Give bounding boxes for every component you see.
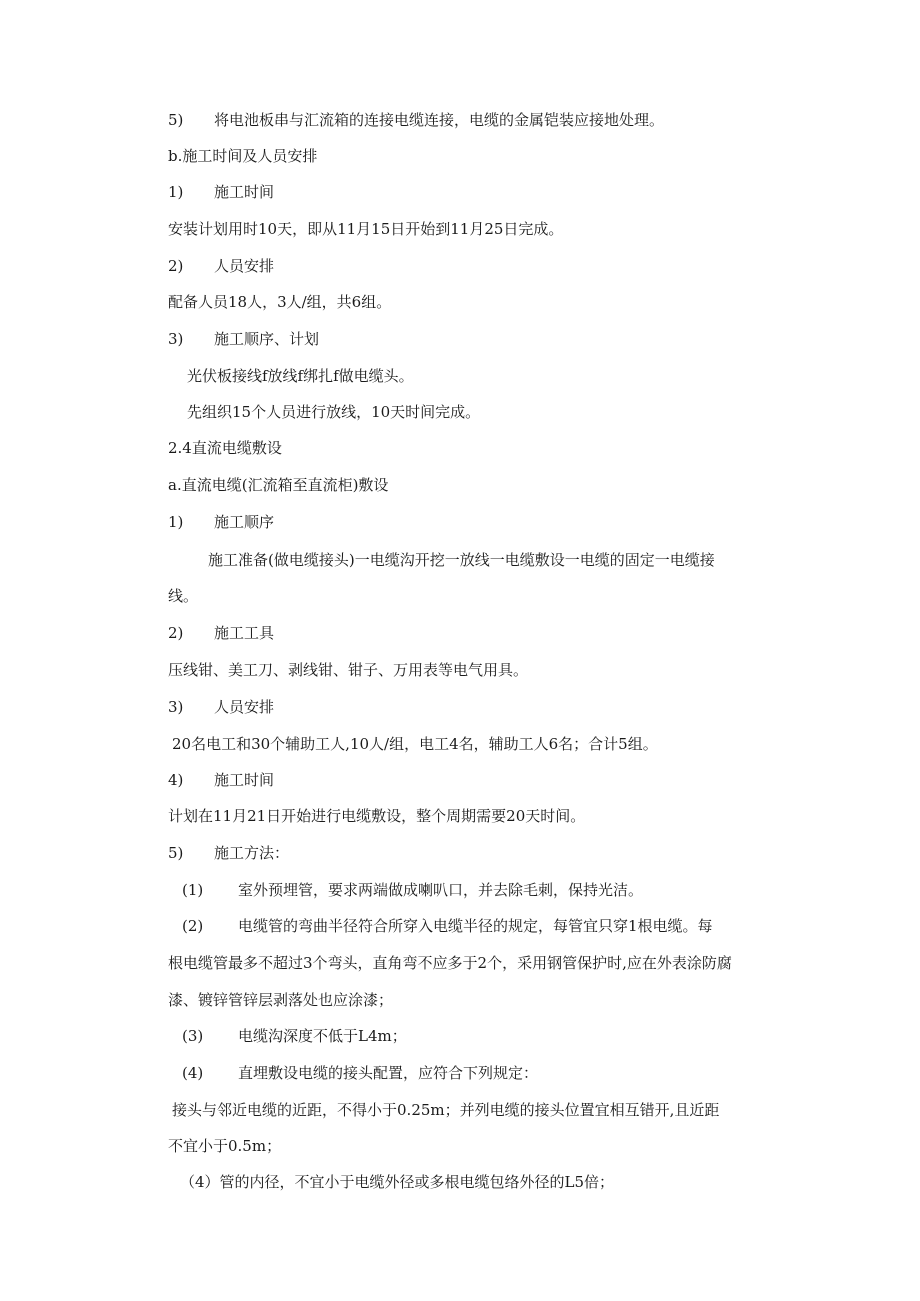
paragraph-line: 压线钳、美工刀、剥线钳、钳子、万用表等电气用具。 [168, 661, 529, 679]
item-number: 3) [168, 698, 184, 716]
item-text: 室外预埋管，要求两端做成喇叭口，并去除毛刺，保持光洁。 [238, 881, 644, 899]
item-text: 将电池板串与汇流箱的连接电缆连接，电缆的金属铠装应接地处理。 [214, 111, 665, 129]
item-text: 施工顺序 [214, 513, 275, 531]
sub-item-4 [182, 1063, 538, 1083]
item-text: 施工顺序、计划 [214, 330, 320, 348]
paragraph-line: 先组织15个人员进行放线，10天时间完成。 [187, 403, 481, 421]
item-text: 人员安排 [214, 698, 275, 716]
list-item-5 [168, 110, 664, 130]
paragraph-line: 配备人员18人，3人/组，共6组。 [168, 293, 392, 311]
item-number: 2) [168, 624, 184, 642]
paragraph-line: 漆、镀锌管锌层剥落处也应涂漆； [168, 991, 394, 1009]
paragraph-line: 光伏板接线f放线f绑扎f做电缆头。 [187, 367, 414, 385]
item-text: 电缆管的弯曲半径符合所穿入电缆半径的规定，每管宜只穿1根电缆。每 [238, 917, 713, 935]
list-item-3 [168, 329, 319, 349]
item-number: 1) [168, 183, 184, 201]
item-number: 4) [168, 771, 184, 789]
section-heading-a: a.直流电缆(汇流箱至直流柜)敷设 [168, 476, 389, 494]
item-number: 5) [168, 844, 184, 862]
item-text: 人员安排 [214, 257, 275, 275]
paragraph-line: 线。 [168, 587, 199, 605]
item-number: 2) [168, 257, 184, 275]
item-number: 1) [168, 513, 184, 531]
paragraph-line: 接头与邻近电缆的近距，不得小于0.25m；并列电缆的接头位置宜相互错开,且近距 [172, 1101, 720, 1119]
paragraph-line: 20名电工和30个辅助工人,10人/组，电工4名，辅助工人6名；合计5组。 [172, 735, 658, 753]
item-text: 电缆沟深度不低于L4m； [238, 1027, 407, 1045]
item-text: 施工时间 [214, 771, 275, 789]
section-heading-2-4: 2.4直流电缆敷设 [168, 439, 282, 457]
item-text: 施工时间 [214, 183, 275, 201]
sub-item-2 [182, 916, 713, 936]
list-item-1 [168, 512, 274, 532]
paragraph-line: 施工准备(做电缆接头)一电缆沟开挖一放线一电缆敷设一电缆的固定一电缆接 [208, 551, 715, 569]
item-text: 施工方法： [214, 844, 290, 862]
list-item-5 [168, 843, 289, 863]
sub-item-1 [182, 880, 643, 900]
section-heading-b: b.施工时间及人员安排 [168, 147, 318, 165]
paragraph-line: 不宜小于0.5m； [168, 1137, 282, 1155]
list-item-1 [168, 182, 274, 202]
list-item-4 [168, 770, 274, 790]
item-text: 施工工具 [214, 624, 275, 642]
item-number: 3) [168, 330, 184, 348]
item-number: (2) [182, 917, 204, 935]
paragraph-line: 计划在11月21日开始进行电缆敷设，整个周期需要20天时间。 [168, 807, 586, 825]
item-number: 5) [168, 111, 184, 129]
item-number: (4) [182, 1064, 204, 1082]
item-number: (1) [182, 881, 204, 899]
list-item-2 [168, 623, 274, 643]
list-item-2 [168, 256, 274, 276]
item-text: 直埋敷设电缆的接头配置，应符合下列规定： [238, 1064, 539, 1082]
list-item-3 [168, 697, 274, 717]
paragraph-line: 安装计划用时10天，即从11月15日开始到11月25日完成。 [168, 220, 564, 238]
paragraph-line: （4）管的内径，不宜小于电缆外径或多根电缆包络外径的L5倍； [180, 1173, 615, 1191]
item-number: (3) [182, 1027, 204, 1045]
sub-item-3 [182, 1026, 407, 1046]
paragraph-line: 根电缆管最多不超过3个弯头，直角弯不应多于2个，采用钢管保护时,应在外表涂防腐 [168, 954, 732, 972]
